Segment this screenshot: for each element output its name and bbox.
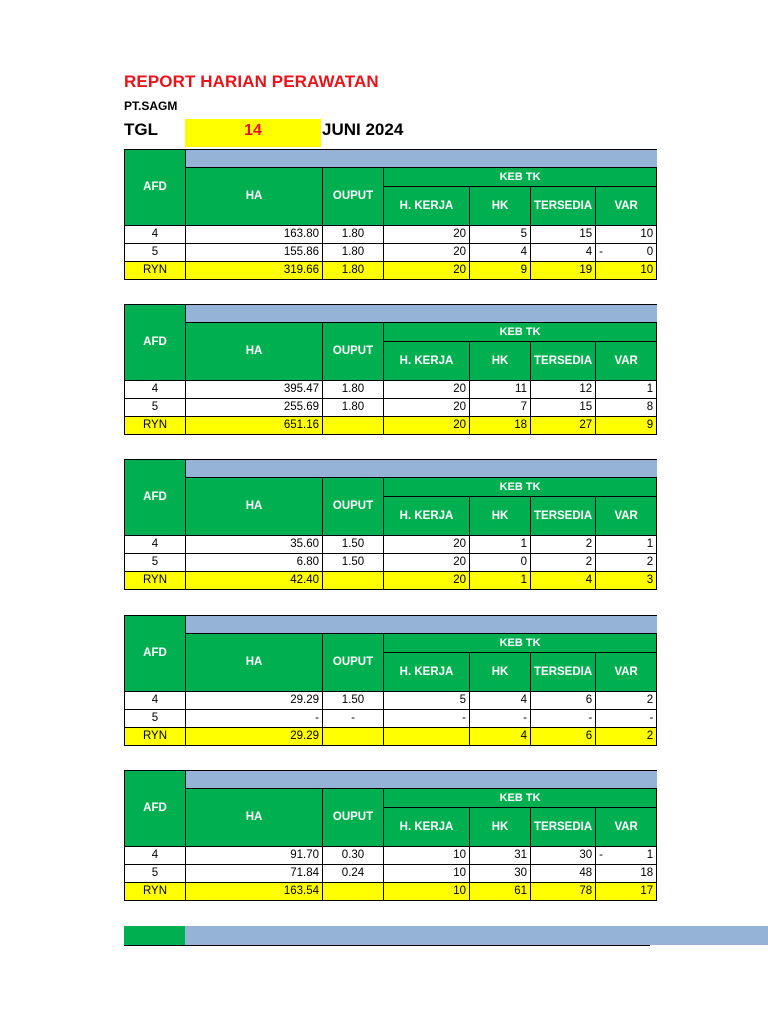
tersedia-cell[interactable]: 4 [531,572,596,590]
hk-cell[interactable]: 9 [470,262,531,280]
header-row-band [125,460,657,478]
afd-cell[interactable]: 4 [125,226,186,244]
hk-cell[interactable]: 7 [470,399,531,417]
total-row [125,572,657,590]
afd-cell[interactable]: 4 [125,847,186,865]
col-header-ouput[interactable]: OUPUT [323,478,384,536]
ha-cell[interactable]: 155.86 [186,244,323,262]
var-cell[interactable] [596,381,657,399]
ha-cell[interactable]: - [186,710,323,728]
ha-cell[interactable]: 35.60 [186,536,323,554]
header-blue-band[interactable] [186,460,657,478]
tersedia-cell[interactable]: 19 [531,262,596,280]
col-header-h-kerja[interactable]: H. KERJA [384,808,470,847]
var-value: 18 [640,867,654,879]
col-header-afd[interactable]: AFD [125,771,186,847]
h-kerja-cell[interactable]: 20 [384,417,470,435]
var-cell[interactable] [596,262,657,280]
total-label-cell[interactable]: RYN [125,262,186,280]
ouput-cell[interactable]: 1.50 [323,536,384,554]
col-header-hk[interactable]: HK [470,342,531,381]
tersedia-cell[interactable]: 4 [531,244,596,262]
var-value: 3 [646,574,654,586]
work-table [124,304,657,435]
header-row-band [125,305,657,323]
hk-cell[interactable]: 18 [470,417,531,435]
afd-cell[interactable]: 4 [125,536,186,554]
header-row-main [125,478,657,497]
tersedia-cell[interactable]: 6 [531,728,596,746]
h-kerja-cell[interactable]: 10 [384,847,470,865]
ouput-cell[interactable]: 0.24 [323,865,384,883]
date-month-year: JUNI 2024 [322,120,404,139]
var-value: 8 [646,401,654,413]
h-kerja-cell[interactable]: 20 [384,399,470,417]
total-label-cell[interactable]: RYN [125,572,186,590]
ouput-cell[interactable]: 1.50 [323,554,384,572]
total-label-cell[interactable]: RYN [125,883,186,901]
hk-cell[interactable]: - [470,710,531,728]
col-header-hk[interactable]: HK [470,497,531,536]
col-header-keb-tk[interactable]: KEB TK [384,789,657,808]
ha-cell[interactable]: 29.29 [186,692,323,710]
col-header-ouput[interactable]: OUPUT [323,323,384,381]
col-header-tersedia[interactable]: TERSEDIA [531,497,596,536]
h-kerja-cell[interactable]: 20 [384,554,470,572]
table-row [125,710,657,728]
table-row [125,226,657,244]
tersedia-cell[interactable]: 78 [531,883,596,901]
col-header-hk[interactable]: HK [470,808,531,847]
total-row [125,417,657,435]
ouput-cell[interactable]: 1.80 [323,226,384,244]
ha-cell[interactable]: 163.80 [186,226,323,244]
afd-cell[interactable]: 5 [125,399,186,417]
var-value: 2 [646,730,654,742]
col-header-var[interactable]: VAR [596,187,657,226]
hk-cell[interactable]: 31 [470,847,531,865]
var-value: 1 [646,849,654,861]
ha-cell[interactable]: 651.16 [186,417,323,435]
ouput-cell[interactable]: 1.80 [323,381,384,399]
h-kerja-cell[interactable]: 10 [384,883,470,901]
col-header-afd[interactable]: AFD [125,616,186,692]
var-value: 10 [640,228,654,240]
col-header-var[interactable]: VAR [596,653,657,692]
h-kerja-cell[interactable]: - [384,710,470,728]
table-row [125,244,657,262]
work-table [124,459,657,590]
work-table [124,615,657,746]
hk-cell[interactable]: 0 [470,554,531,572]
col-header-hk[interactable]: HK [470,653,531,692]
var-value: 1 [646,383,654,395]
tersedia-cell[interactable]: - [531,710,596,728]
company-name: PT.SAGM [124,99,178,113]
ha-cell[interactable]: 29.29 [186,728,323,746]
ha-cell[interactable]: 319.66 [186,262,323,280]
var-cell[interactable] [596,536,657,554]
ouput-cell[interactable]: 1.80 [323,399,384,417]
afd-cell[interactable]: 5 [125,244,186,262]
ouput-cell[interactable] [323,728,384,746]
hk-cell[interactable]: 11 [470,381,531,399]
col-header-ha[interactable]: HA [186,323,323,381]
var-cell[interactable] [596,728,657,746]
tersedia-cell[interactable]: 15 [531,226,596,244]
tersedia-cell[interactable]: 27 [531,417,596,435]
col-header-tersedia[interactable]: TERSEDIA [531,808,596,847]
var-cell[interactable] [596,399,657,417]
col-header-afd[interactable]: AFD [125,460,186,536]
date-day-cell[interactable]: 14 [185,119,321,147]
header-blue-band[interactable] [186,305,657,323]
header-blue-band[interactable] [186,150,657,168]
tersedia-cell[interactable]: 2 [531,536,596,554]
col-header-keb-tk[interactable]: KEB TK [384,478,657,497]
var-cell[interactable] [596,865,657,883]
var-cell[interactable] [596,554,657,572]
date-label: TGL [124,120,158,139]
h-kerja-cell[interactable]: 20 [384,381,470,399]
col-header-ouput[interactable]: OUPUT [323,634,384,692]
ha-cell[interactable]: 255.69 [186,399,323,417]
col-header-afd[interactable]: AFD [125,150,186,226]
total-label-cell[interactable]: RYN [125,728,186,746]
ha-cell[interactable]: 71.84 [186,865,323,883]
h-kerja-cell[interactable] [384,728,470,746]
ouput-cell[interactable] [323,572,384,590]
afd-cell[interactable]: 5 [125,554,186,572]
col-header-h-kerja[interactable]: H. KERJA [384,497,470,536]
col-header-var[interactable]: VAR [596,808,657,847]
next-table-border [124,945,650,946]
var-value: 1 [646,538,654,550]
total-label-cell[interactable]: RYN [125,417,186,435]
var-value: 0 [646,246,654,258]
tersedia-cell[interactable]: 6 [531,692,596,710]
col-header-h-kerja[interactable]: H. KERJA [384,187,470,226]
col-header-var[interactable]: VAR [596,342,657,381]
table-row [125,692,657,710]
header-row-band [125,771,657,789]
h-kerja-cell[interactable]: 10 [384,865,470,883]
col-header-h-kerja[interactable]: H. KERJA [384,653,470,692]
col-header-ouput[interactable]: OUPUT [323,789,384,847]
h-kerja-cell[interactable]: 20 [384,226,470,244]
afd-cell[interactable]: 5 [125,865,186,883]
h-kerja-cell[interactable]: 20 [384,536,470,554]
ouput-cell[interactable]: 1.50 [323,692,384,710]
var-cell[interactable] [596,710,657,728]
col-header-tersedia[interactable]: TERSEDIA [531,342,596,381]
table-row [125,554,657,572]
work-table [124,770,657,901]
total-row [125,728,657,746]
col-header-keb-tk[interactable]: KEB TK [384,168,657,187]
ha-cell[interactable]: 42.40 [186,572,323,590]
col-header-h-kerja[interactable]: H. KERJA [384,342,470,381]
table-row [125,847,657,865]
table-row [125,399,657,417]
col-header-ha[interactable]: HA [186,478,323,536]
var-value: 9 [646,419,654,431]
tersedia-cell[interactable]: 12 [531,381,596,399]
col-header-keb-tk[interactable]: KEB TK [384,323,657,342]
afd-cell[interactable]: 4 [125,692,186,710]
table-row [125,865,657,883]
work-table [124,149,657,280]
var-cell[interactable] [596,244,657,262]
var-cell[interactable] [596,226,657,244]
col-header-ha[interactable]: HA [186,168,323,226]
h-kerja-cell[interactable]: 20 [384,262,470,280]
hk-cell[interactable]: 1 [470,572,531,590]
var-cell[interactable] [596,572,657,590]
col-header-ouput[interactable]: OUPUT [323,168,384,226]
h-kerja-cell[interactable]: 20 [384,244,470,262]
hk-cell[interactable]: 4 [470,728,531,746]
ouput-cell[interactable]: 1.80 [323,262,384,280]
afd-cell[interactable]: 5 [125,710,186,728]
var-value: 2 [646,556,654,568]
tersedia-cell[interactable]: 2 [531,554,596,572]
col-header-tersedia[interactable]: TERSEDIA [531,653,596,692]
ouput-cell[interactable]: 0.30 [323,847,384,865]
col-header-afd[interactable]: AFD [125,305,186,381]
hk-cell[interactable]: 4 [470,692,531,710]
total-row [125,883,657,901]
next-table-afd-cell [124,926,185,945]
ouput-cell[interactable] [323,417,384,435]
ouput-cell[interactable]: 1.80 [323,244,384,262]
var-value: 2 [646,694,654,706]
col-header-ha[interactable]: HA [186,789,323,847]
afd-cell[interactable]: 4 [125,381,186,399]
var-negative-sign: - [599,246,603,258]
header-row-band [125,616,657,634]
report-title: REPORT HARIAN PERAWATAN [124,72,379,91]
var-value: 10 [640,264,654,276]
hk-cell[interactable]: 61 [470,883,531,901]
table-row [125,381,657,399]
header-row-band [125,150,657,168]
var-cell[interactable] [596,883,657,901]
next-table-blue-band [185,926,768,945]
header-row-main [125,323,657,342]
header-row-main [125,789,657,808]
ouput-cell[interactable]: - [323,710,384,728]
ha-cell[interactable]: 163.54 [186,883,323,901]
var-value: 17 [640,885,654,897]
ha-cell[interactable]: 91.70 [186,847,323,865]
table-row [125,536,657,554]
tersedia-cell[interactable]: 15 [531,399,596,417]
col-header-keb-tk[interactable]: KEB TK [384,634,657,653]
h-kerja-cell[interactable]: 5 [384,692,470,710]
hk-cell[interactable]: 1 [470,536,531,554]
col-header-ha[interactable]: HA [186,634,323,692]
tersedia-cell[interactable]: 30 [531,847,596,865]
var-cell[interactable] [596,417,657,435]
hk-cell[interactable]: 30 [470,865,531,883]
var-value: - [649,712,654,724]
ha-cell[interactable]: 395.47 [186,381,323,399]
ha-cell[interactable]: 6.80 [186,554,323,572]
ouput-cell[interactable] [323,883,384,901]
hk-cell[interactable]: 4 [470,244,531,262]
col-header-tersedia[interactable]: TERSEDIA [531,187,596,226]
header-row-main [125,634,657,653]
h-kerja-cell[interactable]: 20 [384,572,470,590]
var-negative-sign: - [599,849,603,861]
col-header-var[interactable]: VAR [596,497,657,536]
tersedia-cell[interactable]: 48 [531,865,596,883]
hk-cell[interactable]: 5 [470,226,531,244]
header-row-main [125,168,657,187]
col-header-hk[interactable]: HK [470,187,531,226]
header-blue-band[interactable] [186,616,657,634]
total-row [125,262,657,280]
var-cell[interactable] [596,847,657,865]
var-cell[interactable] [596,692,657,710]
header-blue-band[interactable] [186,771,657,789]
